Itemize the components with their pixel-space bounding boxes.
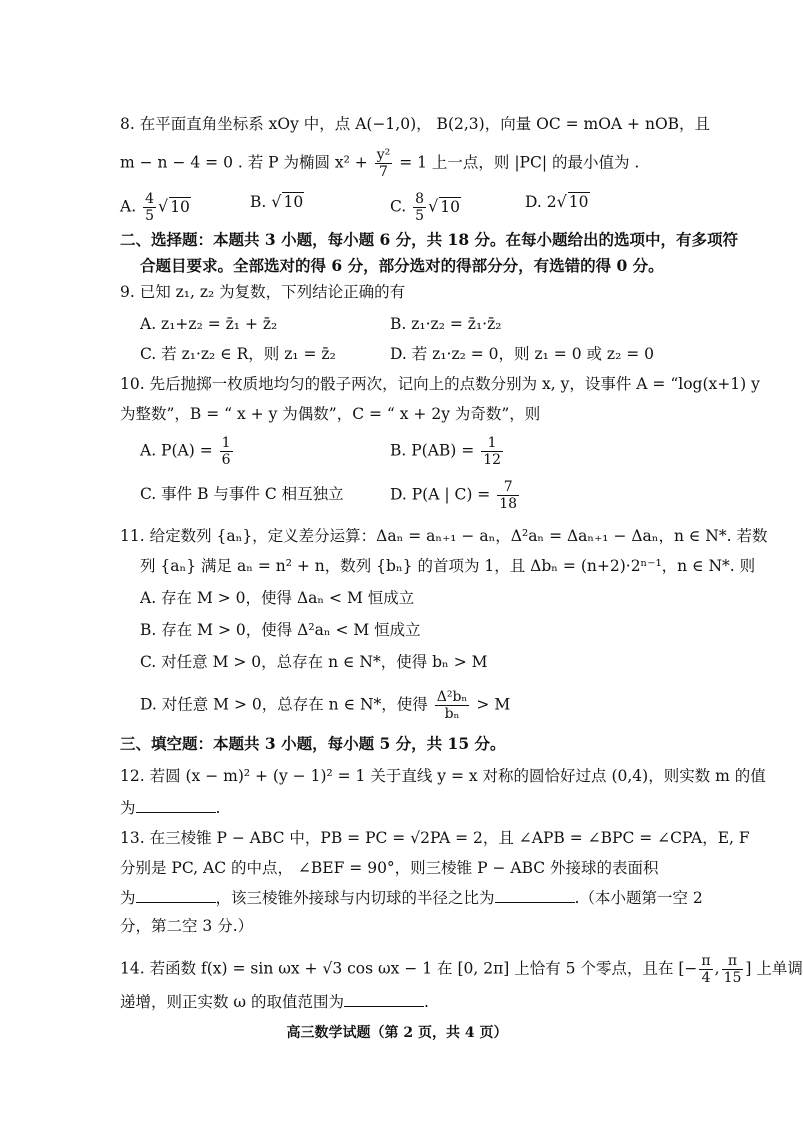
q14-answer-blank — [344, 992, 424, 1007]
q8-line2: m − n − 4 = 0 . 若 P 为椭圆 x² + $\frac{\text{y²}}{7}$ = 1 上一点，则 |PC| 的最小值为 . — [120, 147, 640, 180]
q11-line2: 列 {aₙ} 满足 aₙ = n² + n，数列 {bₙ} 的首项为 1，且 Δbₙ = (n+2)·2ⁿ⁻¹，n ∈ N*. 则 — [140, 557, 756, 575]
q8-option-c: C. $\frac{8}{5}$ √ 10 — [390, 191, 461, 224]
q8-option-a: A. $\frac{4}{5}$ √ 10 — [120, 191, 190, 224]
q11-option-b: B. 存在 M > 0，使得 Δ²aₙ < M 恒成立 — [140, 621, 421, 639]
q9-stem: 9. 已知 z₁, z₂ 为复数，下列结论正确的有 — [120, 283, 406, 301]
q11-option-a: A. 存在 M > 0，使得 Δaₙ < M 恒成立 — [140, 589, 415, 607]
q9-option-b: B. z₁·z₂ = z̄₁·z̄₂ — [390, 315, 502, 333]
q9-option-c: C. 若 z₁·z₂ ∈ R，则 z₁ = z̄₂ — [140, 345, 336, 363]
q12-line2: 为 . — [120, 799, 221, 817]
q10-option-b: B. P(AB) = $\frac{1}{12}$ — [390, 435, 502, 468]
q10-line1: 10. 先后抛掷一枚质地均匀的骰子两次，记向上的点数分别为 x, y，设事件 A = “log(x+1) y — [120, 375, 760, 393]
section3-heading: 三、填空题：本题共 3 小题，每小题 5 分，共 15 分。 — [120, 734, 506, 753]
q10-option-a: A. P(A) = $\frac{1}{6}$ — [140, 435, 231, 468]
q13-line4: 分，第二空 3 分.） — [120, 917, 254, 935]
q9-option-d: D. 若 z₁·z₂ = 0，则 z₁ = 0 或 z₂ = 0 — [390, 345, 654, 363]
q14-line2: 递增，则正实数 ω 的取值范围为 . — [120, 993, 429, 1011]
q8-option-b: B. √ 10 — [250, 192, 304, 211]
q12-answer-blank — [136, 798, 216, 813]
q11-option-d: D. 对任意 M > 0，总存在 n ∈ N*，使得 $\frac{\text{Δ²bₙ}}{\text{bₙ}}$ > M — [140, 689, 511, 722]
q11-option-c: C. 对任意 M > 0，总存在 n ∈ N*，使得 bₙ > M — [140, 653, 488, 671]
q10-option-c: C. 事件 B 与事件 C 相互独立 — [140, 485, 344, 503]
q8-option-d: D. 2√ 10 — [525, 192, 589, 211]
q8-fraction: $\frac{\text{y²}}{7}$ — [376, 147, 391, 180]
section2-heading-cont: 合题目要求。全部选对的得 6 分，部分选对的得部分分，有选错的得 0 分。 — [140, 256, 664, 275]
q13-line1: 13. 在三棱锥 P − ABC 中，PB = PC = √2PA = 2，且 ∠APB = ∠BPC = ∠CPA，E, F — [120, 829, 750, 847]
section2-heading: 二、选择题：本题共 3 小题，每小题 6 分，共 18 分。在每小题给出的选项中，有多项符 — [120, 230, 739, 249]
q12-line1: 12. 若圆 (x − m)² + (y − 1)² = 1 关于直线 y = x 对称的圆恰好过点 (0,4)，则实数 m 的值 — [120, 767, 766, 785]
q13-line3: 为 ，该三棱锥外接球与内切球的半径之比为 .（本小题第一空 2 — [120, 889, 703, 907]
q13-answer-blank-2 — [495, 888, 575, 903]
q8-line1: 8. 在平面直角坐标系 xOy 中，点 A(−1,0)， B(2,3)，向量 OC = mOA + nOB，且 — [120, 115, 711, 133]
q9-option-a: A. z₁+z₂ = z̄₁ + z̄₂ — [140, 315, 278, 333]
q11-line1: 11. 给定数列 {aₙ}，定义差分运算：Δaₙ = aₙ₊₁ − aₙ，Δ²aₙ = Δaₙ₊₁ − Δaₙ，n ∈ N*. 若数 — [120, 527, 768, 545]
q13-line2: 分别是 PC, AC 的中点， ∠BEF = 90°，则三棱锥 P − ABC 外接球的表面积 — [120, 859, 659, 877]
q10-line2: 为整数”，B = “ x + y 为偶数”，C = “ x + 2y 为奇数”，则 — [120, 405, 541, 423]
page-footer: 高三数学试题（第 2 页，共 4 页） — [286, 1025, 508, 1041]
q13-answer-blank-1 — [136, 888, 216, 903]
q10-option-d: D. P(A | C) = $\frac{7}{18}$ — [390, 479, 518, 512]
q14-line1: 14. 若函数 f(x) = sin ωx + √3 cos ωx − 1 在 [0, 2π] 上恰有 5 个零点，且在 [− $\frac{\pi}{4}$ , $\frac{\pi}{15}$ ] 上单调 — [120, 953, 803, 986]
